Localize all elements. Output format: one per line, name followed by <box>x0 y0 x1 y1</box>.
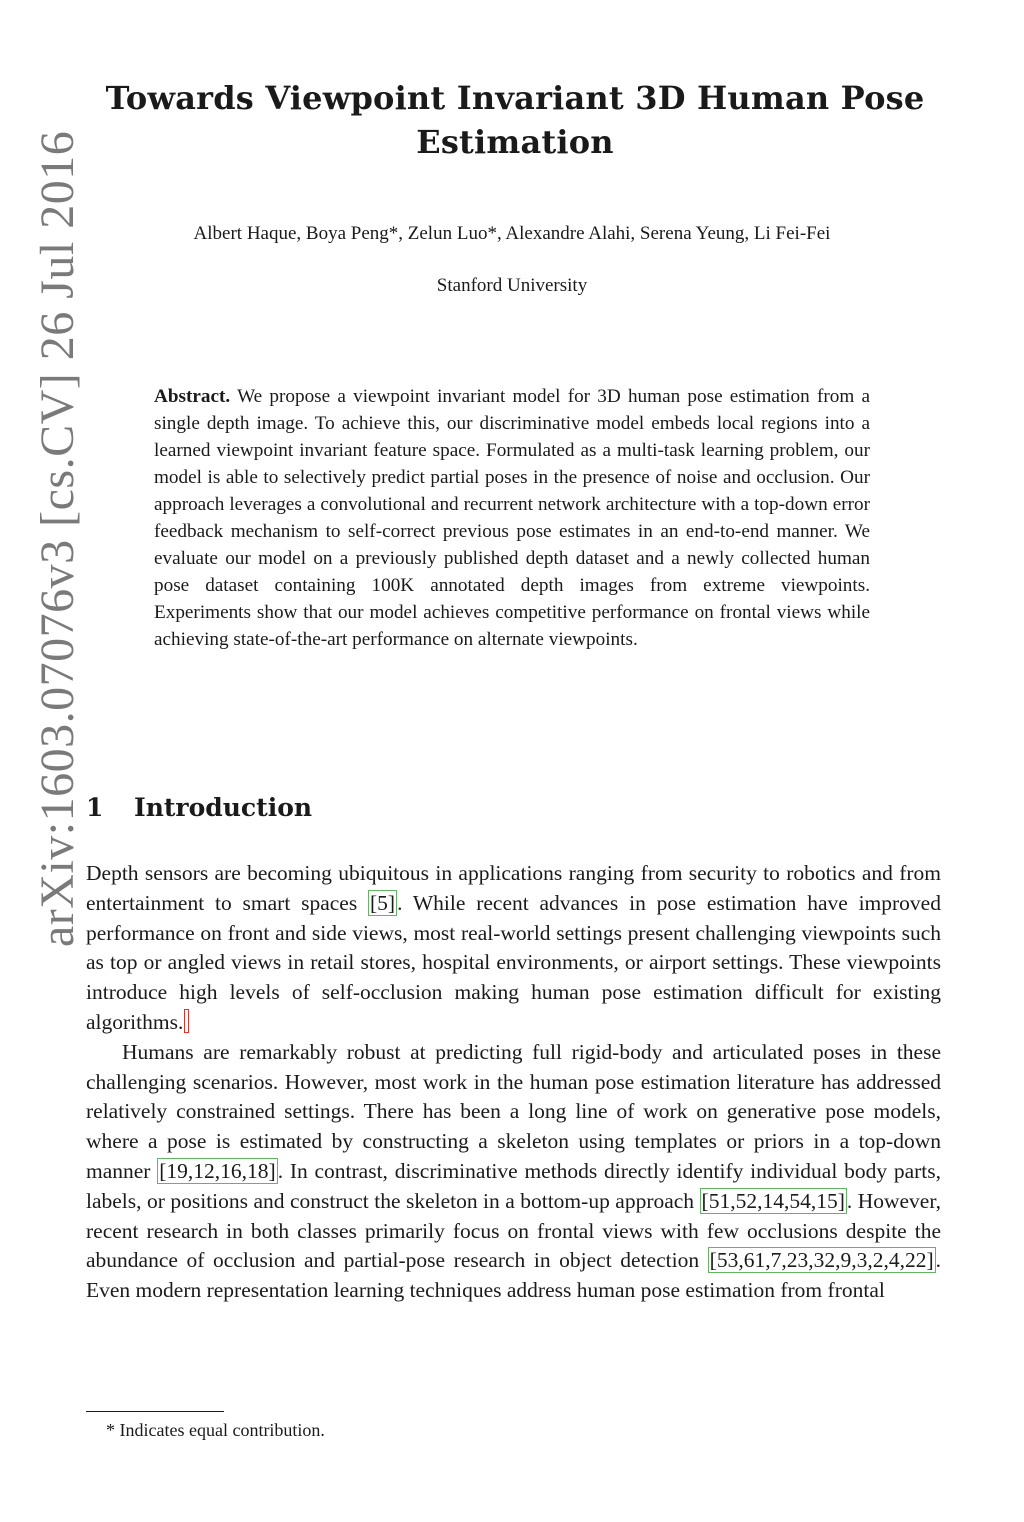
section-title: Introduction <box>134 793 313 822</box>
citation-link[interactable]: [19,12,16,18] <box>159 1158 276 1183</box>
affiliation: Stanford University <box>436 275 588 296</box>
abstract-label: Abstract. <box>154 386 231 407</box>
body-text <box>86 859 941 1306</box>
footnote-rule <box>86 1411 224 1412</box>
paragraph-text: . While recent advances in pose estimation have improved performance on front and side views, most real-world settings present challenging viewpoints such as top or angled views in retail stores, hospital environments, or airport settings. These viewpoints introduce high levels of self-occlusion making human pose estimation difficult for existing algorithms. <box>86 890 941 1034</box>
paragraph-text: . In contrast, discriminative methods directly identify individual body parts, labels, or positions and construct the skeleton in a bottom-up approach <box>86 1158 941 1213</box>
paragraph-text: Humans are remarkably robust at predicting full rigid-body and articulated poses in these challenging scenarios. However, most work in the human pose estimation literature has addressed relatively constrained settings. There has been a long line of work on generative pose models, where a pose is estimated by constructing a skeleton using templates or priors in a top-down manner <box>86 1039 941 1183</box>
paragraph-2 <box>86 1038 941 1306</box>
author-list: Albert Haque, Boya Peng*, Zelun Luo*, Alexandre Alahi, Serena Yeung, Li Fei-Fei <box>193 223 831 244</box>
arxiv-stamp: arXiv:1603.07076v3 [cs.CV] 26 Jul 2016 <box>31 130 84 947</box>
section-heading <box>86 790 786 826</box>
abstract <box>154 383 870 653</box>
paragraph-text: Depth sensors are becoming ubiquitous in applications ranging from security to robotics and from entertainment to smart spaces <box>86 861 941 915</box>
citation-link[interactable]: [5] <box>370 890 396 915</box>
abstract-text: We propose a viewpoint invariant model for 3D human pose estimation from a single depth image. To achieve this, our discriminative model embeds local regions into a learned viewpoint invariant feature space. Formulated as a multi-task learning problem, our model is able to selectively predict partial poses in the presence of noise and occlusion. Our approach leverages a convolutional and recurrent network architecture with a top-down error feedback mechanism to self-correct previous pose estimates in an end-to-end manner. We evaluate our model on a previously published depth dataset and a newly collected human pose dataset containing 100K annotated depth images from extreme viewpoints. Experiments show that our model achieves competitive performance on frontal views while achieving state-of-the-art performance on alternate viewpoints. <box>154 386 871 650</box>
paper-title: Towards Viewpoint Invariant 3D Human Pose Estimation <box>105 79 925 161</box>
paragraph-text: . Even modern representation learning techniques address human pose estimation from frontal <box>86 1248 941 1303</box>
citation-link[interactable]: [51,52,14,54,15] <box>701 1188 845 1213</box>
section-number: 1 <box>86 793 104 822</box>
paragraph-text: . However, recent research in both classes primarily focus on frontal views with few occlusions despite the abundance of occlusion and partial-pose research in object detection <box>86 1188 942 1273</box>
paragraph-1 <box>86 859 941 1038</box>
footnote: * Indicates equal contribution. <box>106 1420 325 1440</box>
citation-link[interactable]: [53,61,7,23,32,9,3,2,4,22] <box>709 1248 934 1273</box>
footnote-link[interactable] <box>184 1009 189 1033</box>
